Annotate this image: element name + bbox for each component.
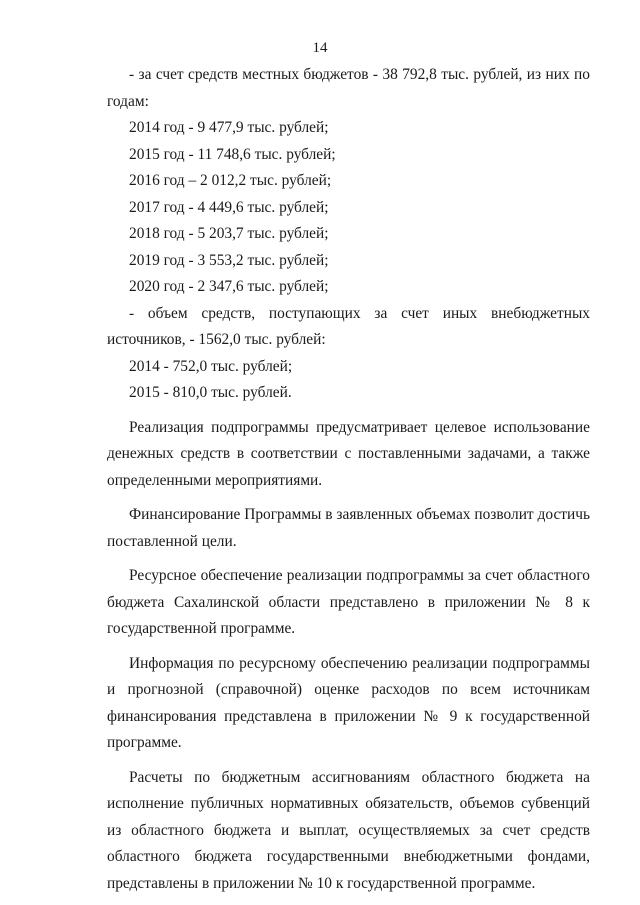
- local-budget-year: 2015 год - 11 748,6 тыс. рублей;: [129, 145, 336, 163]
- paragraph-gap: [107, 494, 590, 502]
- extra-budget-year: 2014 - 752,0 тыс. рублей;: [129, 357, 293, 375]
- extra-budget-year: 2015 - 810,0 тыс. рублей.: [129, 384, 292, 401]
- local-budget-year: 2018 год - 5 203,7 тыс. рублей;: [129, 225, 329, 242]
- local-budget-year: 2016 год – 2 012,2 тыс. рублей;: [129, 172, 332, 189]
- local-budget-year: 2020 год - 2 347,6 тыс. рублей;: [129, 278, 329, 295]
- paragraph-gap: [107, 555, 590, 563]
- extra-budget-intro: - объем средств, поступающих за счет иных внебюджетных источников, - 1562,0 тыс. рублей:: [107, 304, 590, 348]
- local-budget-year: 2017 год - 4 449,6 тыс. рублей;: [129, 198, 329, 216]
- local-budget-year: 2014 год - 9 477,9 тыс. рублей;: [129, 119, 329, 136]
- document-body: [107, 62, 590, 897]
- paragraph-gap: [107, 643, 590, 651]
- paragraph-financing: Финансирование Программы в заявленных объемах позволит достичь поставленной цели.: [107, 506, 590, 550]
- paragraph-gap: [107, 407, 590, 415]
- paragraph-appendix-10: Расчеты по бюджетным ассигнованиям областного бюджета на исполнение публичных нормативных обязательств, объемов субвенций из областного бюджета и выплат, осуществляемых за счет средств областного бюджета государственными внебюджетными фондами, представлены в приложении № 10 к государственной программе.: [107, 768, 590, 892]
- paragraph-appendix-9: Информация по ресурсному обеспечению реализации подпрограммы и прогнозной (справочной) оценке расходов по всем источникам финансирования представлена в приложении № 9 к государственной программе.: [107, 654, 590, 751]
- page-number: 14: [312, 40, 328, 56]
- paragraph-appendix-8: Ресурсное обеспечение реализации подпрограммы за счет областного бюджета Сахалинской области представлено в приложении № 8 к государственной программе.: [107, 567, 590, 637]
- local-budget-year: 2019 год - 3 553,2 тыс. рублей;: [129, 251, 329, 269]
- local-budget-intro: - за счет средств местных бюджетов - 38 792,8 тыс. рублей, из них по годам:: [107, 66, 590, 110]
- paragraph-implementation: Реализация подпрограммы предусматривает целевое использование денежных средств в соответствии с поставленными задачами, а также определенными мероприятиями.: [107, 418, 590, 489]
- paragraph-gap: [107, 757, 590, 765]
